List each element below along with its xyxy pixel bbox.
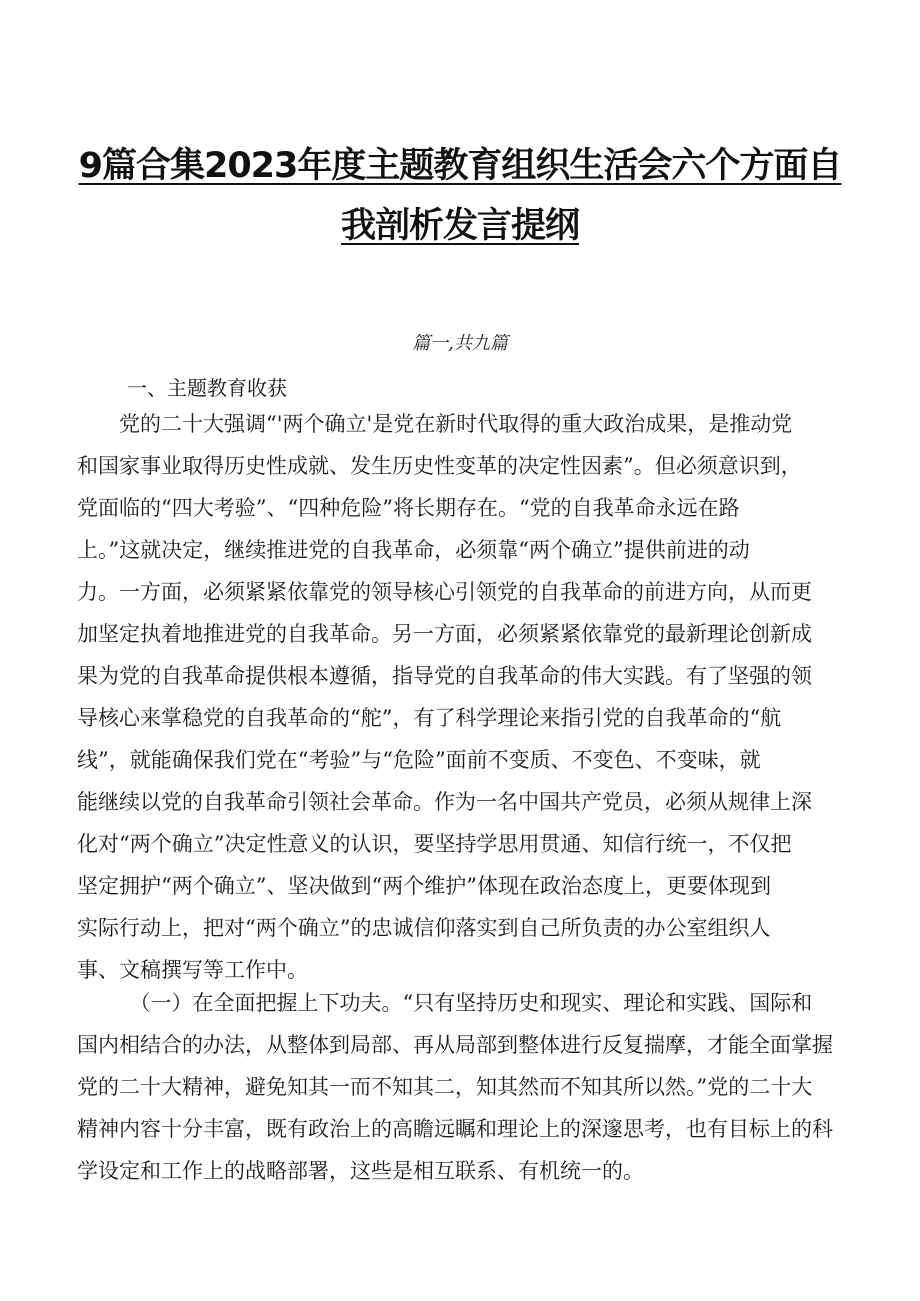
document-title-line-1: 9篇合集2023年度主题教育组织生活会六个方面自 (78, 146, 842, 186)
paragraph-line: 党的二十大精神，避免知其一而不知其二，知其然而不知其所以然。”党的二十大 (77, 1075, 813, 1099)
paragraph-line: 化对“两个确立”决定性意义的认识，要坚持学思用贯通、知信行统一，不仅把 (77, 832, 792, 856)
paragraph-line: 导核心来掌稳党的自我革命的“舵”，有了科学理论来指引党的自我革命的“航 (77, 706, 782, 730)
paragraph-line: 线”，就能确保我们党在“考验”与“危险”面前不变质、不变色、不变味，就 (77, 748, 761, 772)
paragraph-line: 国内相结合的办法，从整体到局部、再从局部到整体进行反复揣摩，才能全面掌握 (77, 1033, 833, 1057)
paragraph-line: 上。”这就决定，继续推进党的自我革命，必须靠“两个确立”提供前进的动 (77, 538, 750, 562)
paragraph-line: 党的二十大强调“'两个确立'是党在新时代取得的重大政治成果，是推动党 (77, 412, 793, 436)
paragraph-line: 学设定和工作上的战略部署，这些是相互联系、有机统一的。 (77, 1159, 644, 1183)
paragraph-line: 和国家事业取得历史性成就、发生历史性变革的决定性因素”。但必须意识到， (77, 454, 802, 478)
paragraph-line: 力。一方面，必须紧紧依靠党的领导核心引领党的自我革命的前进方向，从而更 (77, 580, 812, 604)
paragraph-line: 事、文稿撰写等工作中。 (77, 958, 308, 982)
section-heading: 一、主题教育收获 (127, 376, 287, 400)
paragraph-line: 坚定拥护“两个确立”、坚决做到“两个维护”体现在政治态度上，更要体现到 (77, 874, 771, 898)
paragraph-2 (77, 982, 867, 1192)
paragraph-line: 精神内容十分丰富，既有政治上的高瞻远瞩和理论上的深邃思考，也有目标上的科 (77, 1117, 833, 1141)
paragraph-line: 能继续以党的自我革命引领社会革命。作为一名中国共产党员，必须从规律上深 (77, 790, 812, 814)
paragraph-line: 实际行动上，把对“两个确立”的忠诚信仰落实到自己所负责的办公室组织人 (77, 916, 771, 940)
document-subtitle: 篇一,共九篇 (412, 333, 508, 354)
paragraph-line: 加坚定执着地推进党的自我革命。另一方面，必须紧紧依靠党的最新理论创新成 (77, 622, 812, 646)
paragraph-line: （一）在全面把握上下功夫。“只有坚持历史和现实、理论和实践、国际和 (77, 991, 813, 1015)
paragraph-line: 果为党的自我革命提供根本遵循，指导党的自我革命的伟大实践。有了坚强的领 (77, 664, 812, 688)
paragraph-1 (77, 403, 867, 991)
document-title-line-2: 我剖析发言提纲 (340, 206, 579, 246)
paragraph-line: 党面临的“四大考验”、“四种危险”将长期存在。“党的自我革命永远在路 (77, 496, 740, 520)
